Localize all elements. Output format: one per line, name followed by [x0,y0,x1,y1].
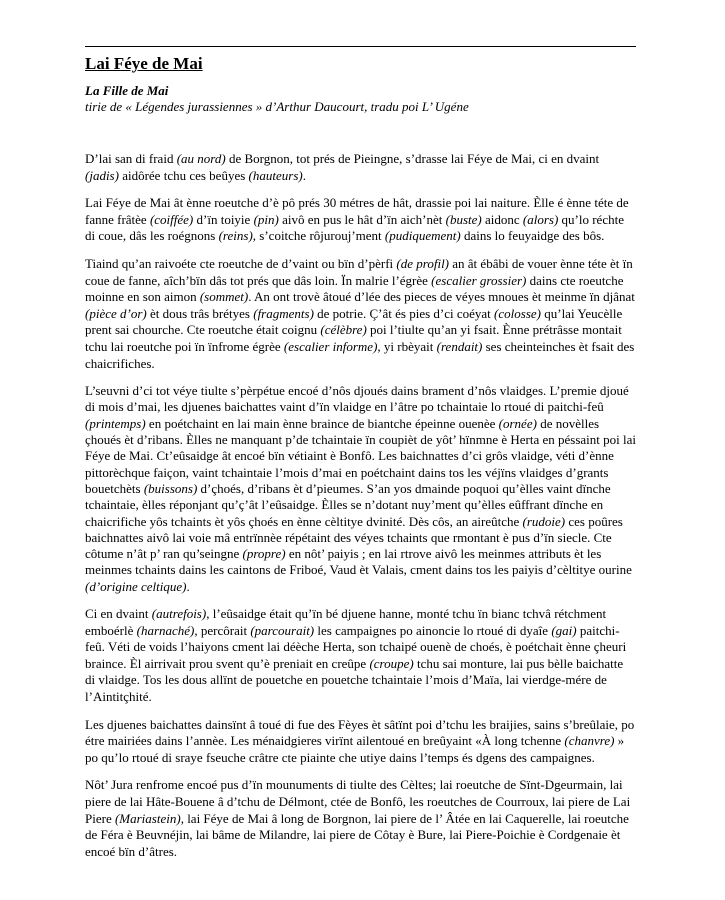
gloss-text: (gai) [551,622,577,638]
document-title: Lai Féye de Mai [85,54,203,73]
paragraph-text: . [186,578,190,594]
paragraph-text: de potrie. Ç’ât és pies d’ci coéyat [313,305,495,321]
paragraph-text: tchu sai monture, lai pus bèlle baichatte di vlaidge. Tos les dous allïnt de pouetche en pouetche tchaintaie l’mois d’Maïa, lai vierdge-mére de l’Aintitçhité. [85,655,624,704]
gloss-text: (coiffée) [149,211,194,227]
gloss-text: (reins) [218,228,253,244]
paragraph-text: L’seuvni d’ci tot véye tiulte s’pèrpétue encoé d’nôs djoués dains brament d’nôs vlaidges. L’premie djoué di mois d’mai, les djuenes baichattes vaint d’ïn vlaidge en l’âtre po tchaintaie lo rtoué di paitchi-feû [85,383,629,415]
paragraph-text: Lai Féye de Mai ât ènne roeutche d’è pô prés 30 métres de hât, drassie poi lai naiture. Èlle é ènne téte de fanne frâtèe [85,195,629,227]
paragraph [85,383,636,595]
paragraph [85,195,636,245]
gloss-text: (ornée) [498,415,537,431]
paragraph-text: » po qu’lo rtoué di sraye fseuche crâtre cte piainte che utiye dains l’temps és dgens des campaignes. [85,733,625,765]
paragraph-text: an ât ébâbi de vouer ènne téte èt ïn coue de fanne, aîch’bïn dâs tot prés que dâs loin. Ïn malrie l’égrèe [85,255,633,288]
header-rule [85,46,636,47]
paragraph-text: d’çhoés, d’ribans èt d’pieumes. S’an yos dmainde poquoi qu’èlles vaint dïnche tchaintaie, èlles réponjant qu’ç’ât l’eûsaidge. Èlles se n’dotant nuy’ment qu’èlles eûffrant dïnche en chaicrifiche yôs tchaints èt yôs çhoés en ènne cèltitye dvinité. Dès côs, an aireûtche [85,480,611,529]
paragraph [85,606,636,706]
gloss-text: (printemps) [85,415,146,431]
paragraph-text: Les djuenes baichattes dainsïnt â toué di fue des Fèyes èt sâtïnt poi d’tchu les braijies, sains s’breûlaie, po étre mairiées dains l’annèe. Les ménaidgieres virïnt ailentoué en breûyaint «À long tchenne [85,716,635,749]
paragraph-text: paitchi-feû. Véti de voids l’haiyons cment lai déèche Herta, son tchaipé ouenè de choés, è poétchait ènne çheuri braince. Èl airrivait prou svent qu’è preniait en creûpe [85,622,627,671]
gloss-text: (pudiquement) [384,228,461,244]
paragraph-text: de novèlles çhoués èt d’ribans. Èlles ne manquant p’de tchaintaie ïn coupièt de yôt’ hïnmne è Herta en péssaint poi lai Féye de Mai. Ct’eûsaidge ât encoé bïn vétiaint è Bonfô. Les baichnattes d’ci grôs vlaidge, véti d’ènne pittorèchque faiçon, vaint tchaintaie l’mois d’mai en poétchaint dains tos les véjïns vlaidges d’grants bouetchèts [85,415,636,496]
paragraph-text: . An ont trovè âtoué d’lée des pieces de véyes mnoues èt meinme ïn djânat [248,289,635,305]
paragraph-text: poi l’tiulte qu’an yi fsait. Ènne prétrâsse montait tchu lai roeutche poi ïn ïnfrome égrèe [85,322,622,354]
paragraph-text: , l’eûsaidge était qu’ïn bé djuene hanne, monté tchu ïn bianc tchvâ rétchment emboérlè [85,605,607,638]
gloss-text: (de profil) [396,255,450,271]
gloss-text: (propre) [242,546,286,562]
gloss-text: (d’origine celtique) [85,578,187,594]
gloss-text: (Mariastein) [114,810,181,826]
gloss-text: (colosse) [494,305,541,321]
paragraph [85,777,636,860]
paragraph-text: d’ïn toiyie [193,211,254,227]
gloss-text: (buste) [445,211,482,227]
gloss-text: (harnaché) [136,622,195,638]
paragraph [85,151,636,184]
document-source: tirie de « Légendes jurassiennes » d’Arthur Daucourt, tradu poi L’ Ugéne [85,99,469,114]
gloss-text: (chanvre) [564,733,615,749]
document-body [85,151,636,871]
paragraph-text: aidôrée tchu ces beûyes [118,167,249,183]
paragraph-text: Ci en dvaint [85,605,152,621]
paragraph-text: qu’lai Yeucèlle prent sai chourche. Cte roeutche était coignu [85,305,623,338]
paragraph-text: qu’lo réchte di coue, dâs les roégnons [85,211,624,244]
gloss-text: (buissons) [143,480,198,496]
paragraph [85,717,636,767]
gloss-text: (parcourait) [250,622,315,638]
paragraph-text: dains cte roeutche moinne en son aimon [85,272,624,305]
paragraph-text: aidonc [481,211,523,227]
gloss-text: (pin) [253,211,279,227]
paragraph-text: , s’coitche rôjurouj’ment [252,228,385,244]
paragraph-text: , yi rbèyait [377,338,437,354]
paragraph-text: en poétchaint en lai main ènne braince de biantche épeinne ouenèe [145,415,499,431]
gloss-text: (hauteurs) [248,167,303,183]
paragraph-text: èt dous trâs brétyes [146,305,254,321]
gloss-text: (croupe) [369,655,414,671]
paragraph-text: . [302,167,306,183]
gloss-text: (sommet) [199,289,249,305]
gloss-text: (escalier informe) [283,338,378,354]
document-subtitle: La Fille de Mai [85,83,169,98]
gloss-text: (escalier grossier) [431,272,527,288]
gloss-text: (célèbre) [320,322,367,338]
gloss-text: (fragments) [253,305,314,321]
paragraph-text: , lai Féye de Mai â long de Borgnon, lai piere de l’ Âtée en lai Caquerelle, lai roeutche de Féra è Beuvnéjin, lai bâme de Milandre, lai piere de Côtay è Bure, lai Piere-Poichie è Cordgenaie èt encoé bïn d’âtres. [85,810,629,859]
paragraph-text: ces poûres baichnattes aivô lai voie mâ entrïnnèe répétaint des véyes tchaints que rmontant è pus d’ïn siecle. Cte côtume n’ât p’ ran qu’seingne [85,513,623,562]
paragraph-text: ses cheinteinches èt fsait des chaicrifiches. [85,338,635,371]
paragraph-text: , percôrait [194,622,251,638]
paragraph [85,256,636,372]
paragraph-text: D’lai san di fraid [85,151,177,166]
paragraph-text: les campaignes po ainoncie lo rtoué di dyaîe [314,622,552,638]
gloss-text: (rendait) [436,338,483,354]
paragraph-text: dains lo feuyaidge des bôs. [460,228,605,244]
gloss-text: (rudoie) [522,513,566,529]
paragraph-text: Tiaind qu’an raivoéte cte roeutche de d’vaint ou bïn d’pèrfi [85,255,397,271]
paragraph-text: Nôt’ Jura renfrome encoé pus d’ïn mounuments di tiulte des Cèltes; lai roeutche de Sïnt-Dgeurmain, lai piere de lai Hâte-Bouene â d’tchu de Délmont, ctée de Bonfô, les roeutches de Courroux, lai piere de Lai Piere [85,777,631,826]
gloss-text: (alors) [522,211,559,227]
gloss-text: (au nord) [176,151,226,166]
paragraph-text: de Borgnon, tot prés de Pieingne, s’drasse lai Féye de Mai, ci en dvaint [225,151,600,166]
gloss-text: (pièce d’or) [85,305,147,321]
paragraph-text: aivô en pus le hât d’ïn aich’nèt [278,211,446,227]
gloss-text: (jadis) [85,167,119,183]
gloss-text: (autrefois) [151,605,207,621]
paragraph-text: en nôt’ paiyis ; en lai rtrove aivô les meinmes attributs èt les meinmes tchaints dains les caintons de Friboé, Vaud èt Valais, cment dains tos les paiyis d’cèltitye ourine [85,546,632,578]
